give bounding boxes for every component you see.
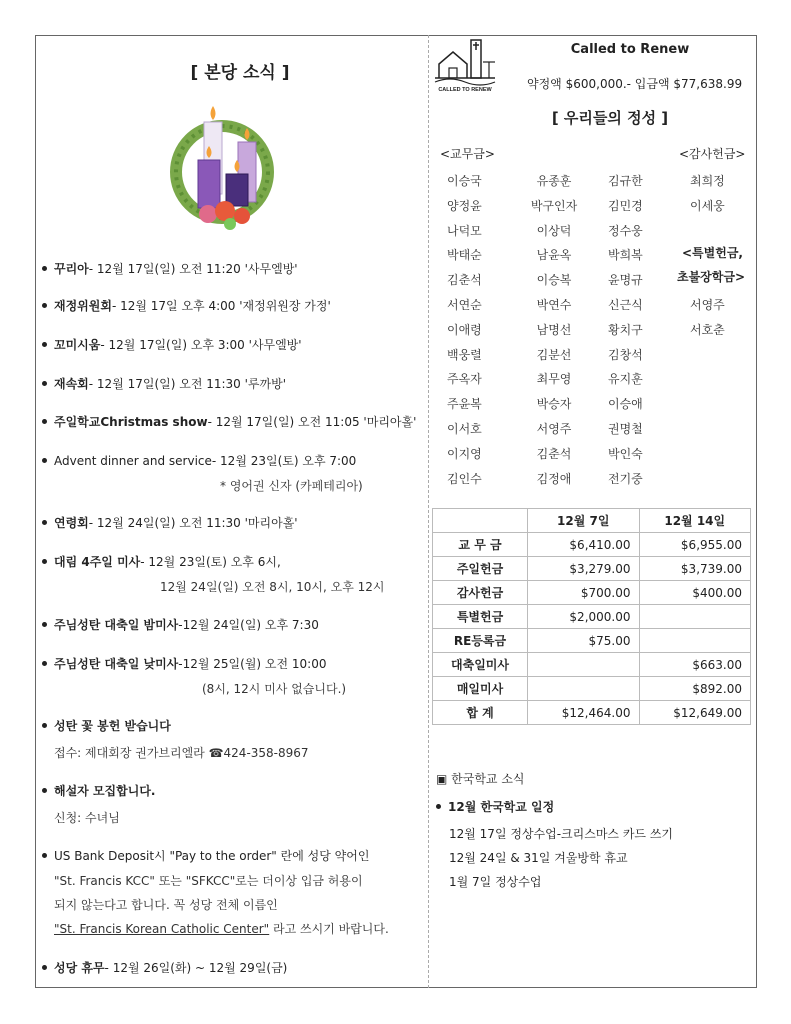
donor-name: 이지영 xyxy=(447,446,482,461)
donor-name: 주옥자 xyxy=(447,372,482,387)
donor-name: 김창석 xyxy=(608,347,643,362)
donor-name: 서호춘 xyxy=(690,322,725,337)
news-item-advent-dinner: Advent dinner and service- 12월 23일(토) 오후 7:00 xyxy=(42,453,356,469)
news-item-curia: 꾸리아- 12월 17일(일) 오전 11:20 '사무엘방' xyxy=(42,261,298,277)
campaign-title: Called to Renew xyxy=(570,42,690,57)
school-schedule-line: 1월 7일 정상수업 xyxy=(449,875,542,889)
deposit-line3: 되지 않는다고 합니다. 꼭 성당 전체 이름인 xyxy=(54,898,278,912)
news-item-flower-offering: 성탄 꽃 봉헌 받습니다 xyxy=(42,718,171,734)
table-row-label: 합 계 xyxy=(433,701,528,725)
table-header-cell: 12월 7일 xyxy=(528,509,640,533)
donor-name: 이승복 xyxy=(536,273,572,288)
special-donors xyxy=(690,293,725,343)
table-cell: $700.00 xyxy=(528,581,640,605)
table-row-label: RE등록금 xyxy=(433,629,528,653)
header-general: <교무금> xyxy=(440,147,495,161)
table-row-label: 대축일미사 xyxy=(433,653,528,677)
donor-name: 김분선 xyxy=(536,347,572,362)
donor-name: 이승애 xyxy=(608,397,643,412)
donor-column-2 xyxy=(518,169,590,491)
table-cell: $12,464.00 xyxy=(528,701,640,725)
news-item-christmas-show: 주일학교Christmas show- 12월 17일(일) 오전 11:05 '마리아홀' xyxy=(42,414,416,430)
pledge-summary: 약정액 $600,000.- 입금액 $77,638.99 xyxy=(527,77,743,91)
table-row-label: 감사헌금 xyxy=(433,581,528,605)
donor-name: 최희정 xyxy=(690,174,725,188)
header-special-2: 초불장학금> xyxy=(677,270,746,284)
table-cell: $663.00 xyxy=(639,653,751,677)
table-row-label: 매일미사 xyxy=(433,677,528,701)
korean-school-subtitle: 12월 한국학교 일정 xyxy=(436,798,554,815)
news-item-finance-committee: 재정위원회- 12월 17일 오후 4:00 '재정위원장 가정' xyxy=(42,298,331,314)
table-cell: $892.00 xyxy=(639,677,751,701)
donor-name: 서연순 xyxy=(447,297,482,312)
advent-note: * 영어권 신자 (카페테리아) xyxy=(220,479,363,493)
school-schedule-line: 12월 17일 정상수업-크리스마스 카드 쓰기 xyxy=(449,827,674,841)
table-cell xyxy=(528,677,640,701)
donor-name: 황치구 xyxy=(608,322,643,337)
donor-name: 박태순 xyxy=(447,248,482,263)
korean-school-title: ▣ 한국학교 소식 xyxy=(436,772,525,786)
donor-name: 전기중 xyxy=(608,471,643,486)
table-row-label: 주일헌금 xyxy=(433,557,528,581)
donor-name: 서영주 xyxy=(690,298,725,312)
donor-name: 권명철 xyxy=(608,421,643,436)
donor-name: 이세웅 xyxy=(690,198,725,213)
news-item-comitium: 꼬미시움- 12월 17일(일) 오후 3:00 '사무엘방' xyxy=(42,337,302,353)
table-cell: $2,000.00 xyxy=(528,605,640,629)
donor-name: 김민경 xyxy=(608,198,643,213)
donor-name: 남윤옥 xyxy=(536,248,572,263)
table-row xyxy=(433,557,751,581)
christmas-note: (8시, 12시 미사 없습니다.) xyxy=(202,682,347,696)
donor-name: 남명선 xyxy=(536,322,572,337)
donor-name: 김춘석 xyxy=(447,273,482,288)
called-to-renew-logo xyxy=(433,38,497,94)
school-schedule-line: 12월 24일 & 31일 겨울방학 휴교 xyxy=(449,851,628,865)
donor-column-1 xyxy=(447,169,482,491)
donor-name: 김정애 xyxy=(536,471,572,486)
donor-name: 백웅렬 xyxy=(447,347,482,362)
donor-name: 정수웅 xyxy=(608,223,643,238)
parish-news-title: [ 본당 소식 ] xyxy=(190,63,290,83)
column-divider xyxy=(428,35,429,988)
donor-name: 유종훈 xyxy=(536,174,572,188)
donor-name: 박인숙 xyxy=(608,446,643,461)
donor-name: 이애령 xyxy=(447,322,482,337)
table-row xyxy=(433,581,751,605)
table-cell: $400.00 xyxy=(639,581,751,605)
donor-name: 김인수 xyxy=(447,471,482,486)
donor-name: 유지훈 xyxy=(608,372,643,387)
table-header-cell: 12월 14일 xyxy=(639,509,751,533)
donor-name: 양정윤 xyxy=(447,198,482,213)
table-row xyxy=(433,653,751,677)
deposit-line2: "St. Francis KCC" 또는 "SFKCC"로는 더이상 입금 허용이 xyxy=(54,874,363,888)
commentator-apply: 신청: 수녀님 xyxy=(54,811,120,825)
deposit-line4: "St. Francis Korean Catholic Center" 라고 쓰시기 바랍니다. xyxy=(54,922,389,936)
donor-name: 나덕모 xyxy=(447,223,482,238)
table-row xyxy=(433,701,751,725)
table-cell: $75.00 xyxy=(528,629,640,653)
table-cell xyxy=(639,629,751,653)
donor-name: 김규한 xyxy=(608,174,643,188)
offering-table xyxy=(432,508,751,725)
table-cell xyxy=(639,605,751,629)
advent-wreath-image xyxy=(170,92,274,240)
donor-name: 박희복 xyxy=(608,248,643,263)
donor-name: 박승자 xyxy=(536,397,572,412)
table-cell xyxy=(528,653,640,677)
donor-name: 주윤복 xyxy=(447,397,482,412)
news-item-deposit: US Bank Deposit시 "Pay to the order" 란에 성당 약어인 xyxy=(42,848,369,864)
news-item-advent-4th-mass: 대림 4주일 미사- 12월 23일(토) 오후 6시, xyxy=(42,554,281,570)
donor-column-3 xyxy=(608,169,643,491)
table-cell: $3,279.00 xyxy=(528,557,640,581)
news-item-office-closed: 성당 휴무- 12월 26일(화) ~ 12월 29일(금) xyxy=(42,960,287,976)
full-parish-name: "St. Francis Korean Catholic Center" xyxy=(54,922,270,936)
korean-school-schedule xyxy=(449,822,673,894)
table-row xyxy=(433,677,751,701)
news-item-commentator: 해설자 모집합니다. xyxy=(42,783,155,799)
table-cell: $6,955.00 xyxy=(639,533,751,557)
table-header-cell xyxy=(433,509,528,533)
news-item-christmas-eve-mass: 주님성탄 대축일 밤미사-12월 24일(일) 오후 7:30 xyxy=(42,617,319,633)
thanks-donors xyxy=(690,169,725,219)
donor-name: 박연수 xyxy=(536,297,572,312)
donor-name: 서영주 xyxy=(536,421,572,436)
mass-times-line2: 12월 24일(일) 오전 8시, 10시, 오후 12시 xyxy=(160,580,385,594)
header-special-1: <특별헌금, xyxy=(682,246,743,260)
donor-name: 김춘석 xyxy=(536,446,572,461)
table-row-label: 특별헌금 xyxy=(433,605,528,629)
donor-name: 이상덕 xyxy=(536,223,572,238)
table-row xyxy=(433,533,751,557)
table-row xyxy=(433,629,751,653)
svg-text:CALLED TO RENEW: CALLED TO RENEW xyxy=(438,87,492,93)
table-row xyxy=(433,605,751,629)
table-cell: $12,649.00 xyxy=(639,701,751,725)
donor-name: 이서호 xyxy=(447,421,482,436)
table-cell: $3,739.00 xyxy=(639,557,751,581)
table-row-label: 교 무 금 xyxy=(433,533,528,557)
donor-name: 최무영 xyxy=(536,372,572,387)
news-item-funeral-society: 연령회- 12월 24일(일) 오전 11:30 '마리아홀' xyxy=(42,515,298,531)
donors-title: [ 우리들의 정성 ] xyxy=(551,109,669,127)
donor-name: 이승국 xyxy=(447,174,482,188)
donor-name: 박구인자 xyxy=(530,198,578,213)
news-item-christmas-day-mass: 주님성탄 대축일 낮미사-12월 25일(월) 오전 10:00 xyxy=(42,656,327,672)
flower-contact: 접수: 제대회장 권가브리엘라 ☎424-358-8967 xyxy=(54,746,309,760)
donor-name: 윤명규 xyxy=(608,273,643,288)
table-header-row xyxy=(433,509,751,533)
table-cell: $6,410.00 xyxy=(528,533,640,557)
header-thanks: <감사헌금> xyxy=(679,147,746,161)
donor-name: 신근식 xyxy=(608,297,643,312)
news-item-secular-order: 재속회- 12월 17일(일) 오전 11:30 '루까방' xyxy=(42,376,286,392)
